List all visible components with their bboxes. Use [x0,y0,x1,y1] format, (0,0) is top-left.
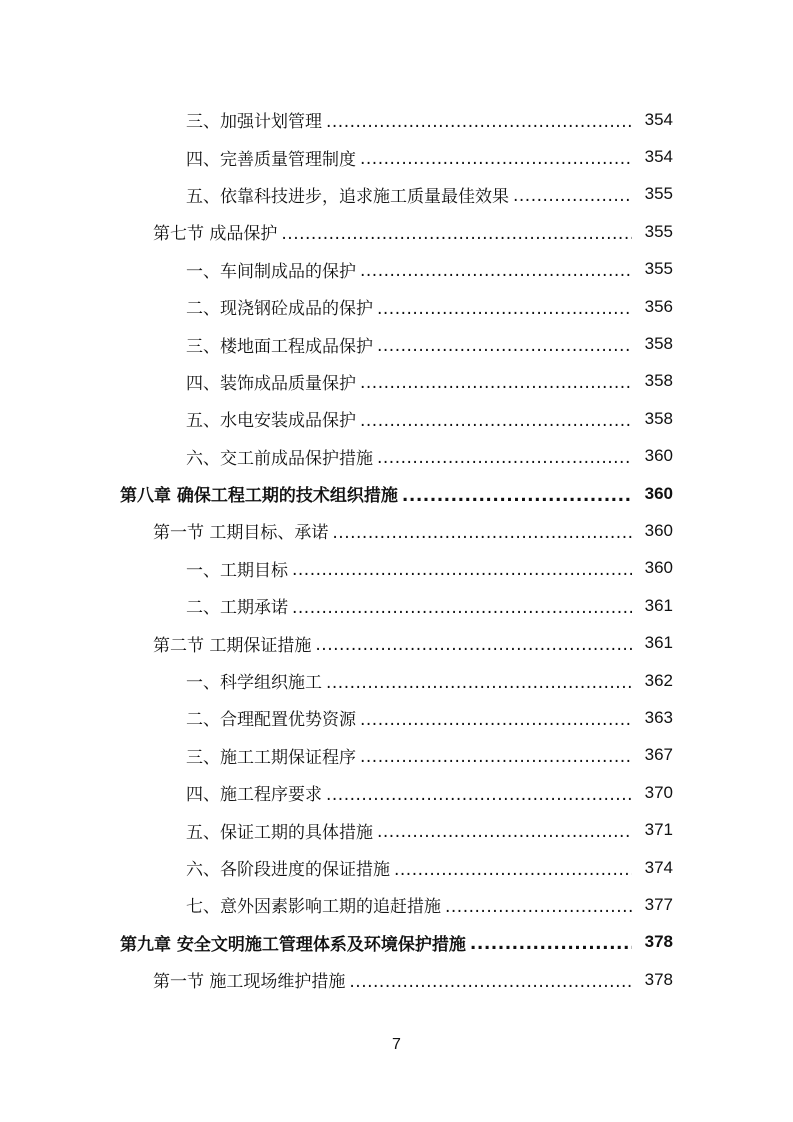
toc-entry-label: 三、施工工期保证程序 [186,747,356,768]
toc-dot-leader [360,149,632,169]
toc-subsection-entry[interactable] [0,811,793,848]
toc-dot-leader [360,411,632,431]
toc-entry-label: 第一节 工期目标、承诺 [153,523,329,544]
toc-chapter-entry[interactable] [0,924,793,961]
toc-entry-label: 二、现浇钢砼成品的保护 [186,299,373,320]
toc-dot-leader [332,523,632,543]
toc-subsection-entry[interactable] [0,138,793,175]
toc-entry-label: 一、科学组织施工 [186,673,322,694]
toc-entry-page: 378 [644,969,673,989]
toc-subsection-entry[interactable] [0,550,793,587]
toc-dot-leader [292,560,632,580]
toc-dot-leader [377,336,632,356]
toc-entry-label: 第一节 施工现场维护措施 [153,972,346,993]
toc-entry-page: 361 [644,633,673,653]
toc-entry-label: 六、交工前成品保护措施 [186,448,373,469]
toc-entry-label: 第二节 工期保证措施 [153,635,312,656]
toc-dot-leader [377,448,632,468]
toc-dot-leader [326,785,632,805]
toc-dot-leader [315,635,632,655]
toc-subsection-entry[interactable] [0,438,793,475]
toc-entry-label: 三、楼地面工程成品保护 [186,336,373,357]
toc-entry-label: 二、合理配置优势资源 [186,710,356,731]
toc-section-entry[interactable] [0,512,793,549]
toc-subsection-entry[interactable] [0,251,793,288]
toc-entry-page: 362 [644,670,673,690]
toc-entry-label: 第九章 安全文明施工管理体系及环境保护措施 [120,934,466,955]
toc-entry-label: 四、施工程序要求 [186,785,322,806]
toc-dot-leader [394,860,632,880]
toc-entry-page: 361 [644,595,673,615]
toc-entry-label: 三、加强计划管理 [186,112,322,133]
toc-subsection-entry[interactable] [0,176,793,213]
toc-entry-page: 355 [644,221,673,241]
toc-dot-leader [445,897,632,917]
toc-dot-leader [360,373,632,393]
toc-entry-page: 354 [644,147,673,167]
toc-dot-leader [349,972,632,992]
toc-entry-page: 371 [644,820,673,840]
toc-entry-page: 360 [644,446,673,466]
toc-entry-page: 358 [644,334,673,354]
toc-entry-page: 370 [644,782,673,802]
toc-entry-label: 五、保证工期的具体措施 [186,822,373,843]
toc-entry-page: 360 [644,520,673,540]
toc-subsection-entry[interactable] [0,587,793,624]
toc-section-entry[interactable] [0,213,793,250]
page-number: 7 [392,1036,401,1053]
toc-entry-page: 355 [644,184,673,204]
toc-dot-leader [326,112,632,132]
toc-dot-leader [281,224,632,244]
toc-entry-page: 354 [644,109,673,129]
toc-subsection-entry[interactable] [0,363,793,400]
toc-dot-leader [360,710,632,730]
toc-subsection-entry[interactable] [0,774,793,811]
toc-dot-leader [470,934,632,954]
toc-entry-label: 第八章 确保工程工期的技术组织措施 [120,486,398,507]
toc-section-entry[interactable] [0,961,793,998]
toc-subsection-entry[interactable] [0,849,793,886]
toc-entry-label: 六、各阶段进度的保证措施 [186,860,390,880]
toc-entry-page: 355 [644,259,673,279]
toc-entry-label: 五、依靠科技进步，追求施工质量最佳效果 [186,186,509,207]
toc-entry-label: 四、装饰成品质量保护 [186,373,356,394]
toc-entry-label: 一、车间制成品的保护 [186,261,356,282]
toc-section-entry[interactable] [0,624,793,661]
toc-entry-page: 374 [644,857,673,877]
toc-dot-leader [326,673,632,693]
toc-dot-leader [513,186,632,206]
toc-subsection-entry[interactable] [0,101,793,138]
toc-subsection-entry[interactable] [0,288,793,325]
table-of-contents [0,101,793,998]
toc-entry-label: 四、完善质量管理制度 [186,149,356,170]
toc-entry-page: 358 [644,371,673,391]
toc-entry-label: 五、水电安装成品保护 [186,411,356,432]
toc-dot-leader [360,261,632,281]
toc-entry-page: 367 [644,745,673,765]
toc-entry-page: 360 [644,558,673,578]
toc-entry-page: 356 [644,296,673,316]
toc-entry-label: 第七节 成品保护 [153,224,278,245]
toc-dot-leader [402,486,632,506]
toc-entry-page: 360 [644,483,673,503]
toc-subsection-entry[interactable] [0,886,793,923]
toc-entry-page: 358 [644,408,673,428]
toc-subsection-entry[interactable] [0,737,793,774]
toc-subsection-entry[interactable] [0,400,793,437]
toc-subsection-entry[interactable] [0,662,793,699]
toc-entry-label: 二、工期承诺 [186,598,288,619]
toc-subsection-entry[interactable] [0,699,793,736]
toc-dot-leader [377,299,632,319]
toc-entry-label: 七、意外因素影响工期的追赶措施 [186,897,441,918]
toc-dot-leader [292,598,632,618]
toc-dot-leader [377,822,632,842]
toc-entry-page: 378 [644,932,673,952]
toc-dot-leader [360,747,632,767]
toc-entry-page: 363 [644,707,673,727]
toc-entry-label: 一、工期目标 [186,560,288,581]
toc-entry-page: 377 [644,894,673,914]
toc-subsection-entry[interactable] [0,325,793,362]
toc-chapter-entry[interactable] [0,475,793,512]
